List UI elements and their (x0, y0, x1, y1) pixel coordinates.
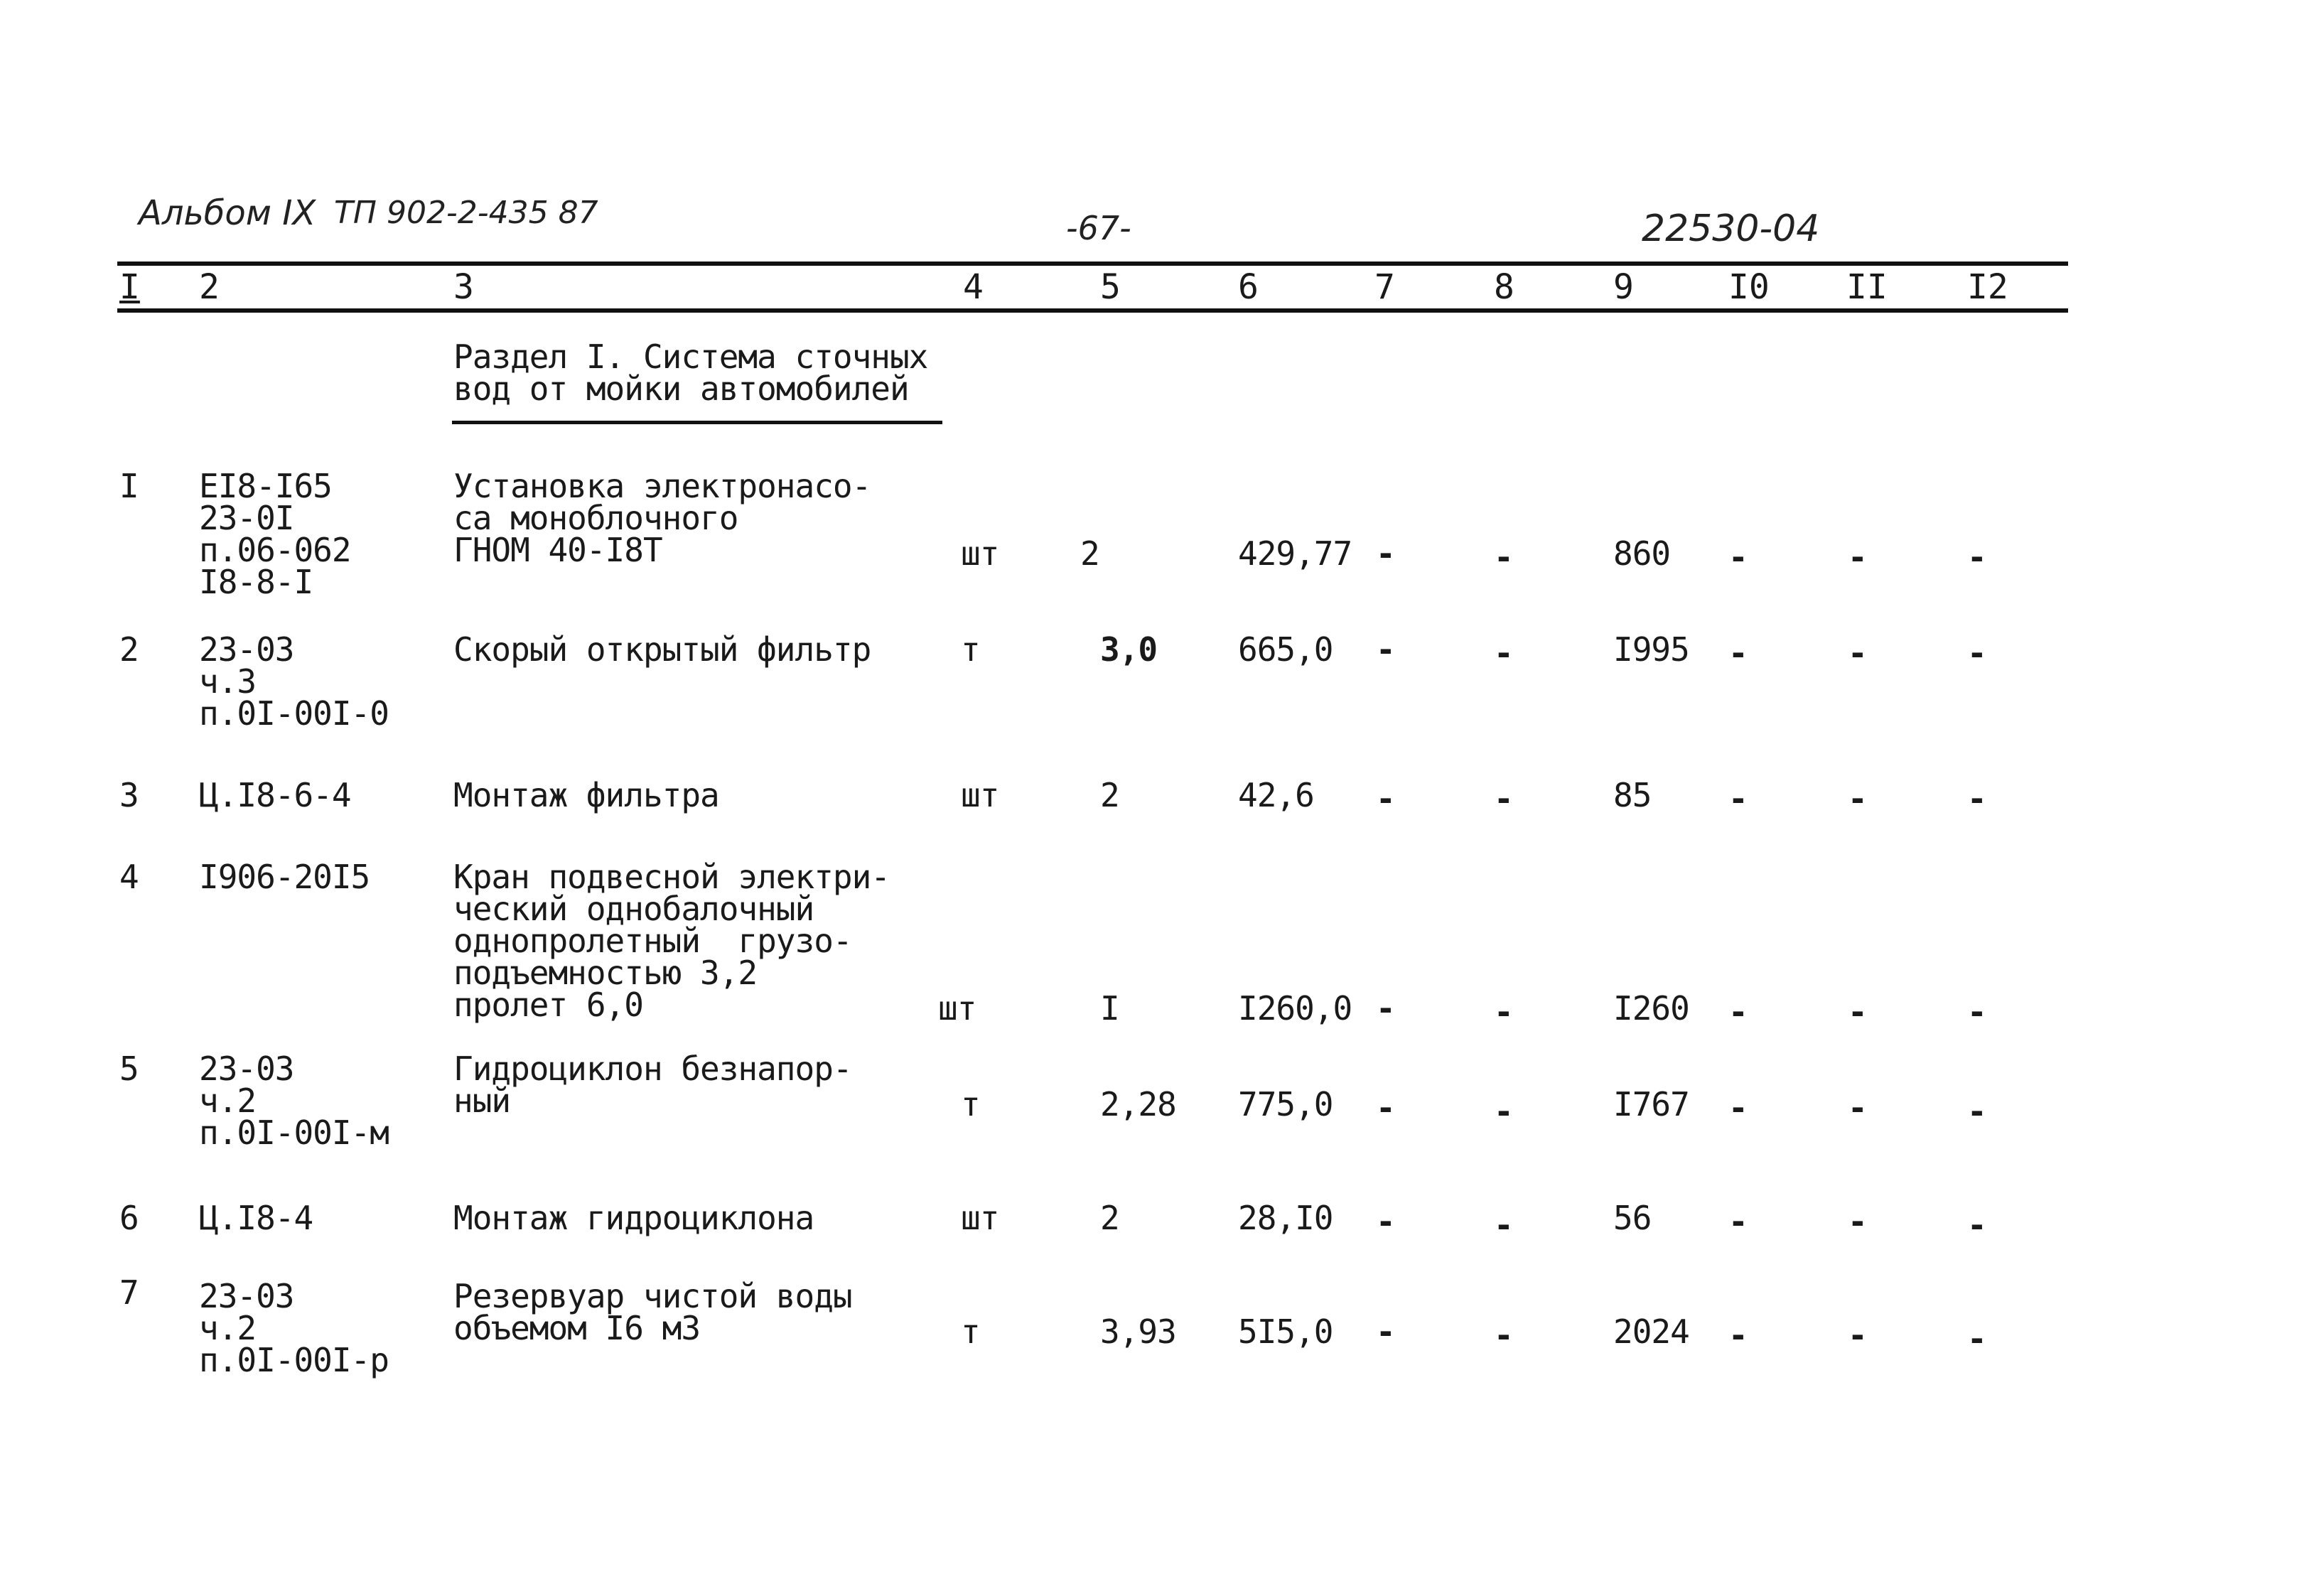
row-col7: - (1376, 780, 1396, 818)
row-col11: - (1848, 1089, 1868, 1127)
row-col12: - (1967, 1320, 1987, 1358)
col-header-2: 2 (199, 267, 220, 307)
row-quantity: 3,0 (1100, 630, 1158, 669)
row-quantity: I (1100, 989, 1119, 1028)
row-number: 3 (119, 776, 139, 814)
row-unit: шт (961, 776, 999, 814)
row-name-line: Гидроциклон безнапор- (453, 1050, 852, 1088)
row-code-line: п.0I-00I-0 (199, 694, 389, 733)
col-header-5: 5 (1100, 267, 1121, 307)
row-unit: шт (938, 989, 976, 1028)
row-unit: шт (961, 534, 999, 573)
project-number: ТП 902-2-435 87 (334, 195, 598, 231)
row-name-line: Скорый открытый фильтр (453, 630, 871, 669)
album-label: Альбом IX (139, 193, 316, 233)
col-header-7: 7 (1374, 267, 1395, 307)
row-number: 5 (119, 1050, 139, 1088)
row-total: I995 (1613, 630, 1689, 669)
col-header-12: I2 (1967, 267, 2008, 307)
row-price: 665,0 (1238, 630, 1333, 669)
row-code-line: Ц.I8-6-4 (199, 776, 351, 814)
row-col11: - (1848, 1316, 1868, 1354)
row-col7: - (1376, 1089, 1396, 1127)
col-header-1: I (119, 267, 140, 307)
col-header-9: 9 (1613, 267, 1634, 307)
row-code-line: ч.3 (199, 662, 257, 701)
row-code-line: Ц.I8-4 (199, 1199, 313, 1237)
row-col12: - (1967, 1206, 1987, 1244)
row-col7: - (1376, 1312, 1396, 1351)
row-col10: - (1728, 993, 1748, 1031)
row-total: I260 (1613, 989, 1689, 1028)
row-code-line: п.0I-00I-м (199, 1114, 389, 1152)
col-header-8: 8 (1494, 267, 1514, 307)
row-total: 2024 (1613, 1312, 1689, 1351)
row-price: 429,77 (1238, 534, 1352, 573)
row-total: I767 (1613, 1085, 1689, 1123)
row-quantity: 2,28 (1100, 1085, 1176, 1123)
row-unit: т (961, 1085, 980, 1123)
row-name-line: Монтаж фильтра (453, 776, 719, 814)
row-total: 56 (1613, 1199, 1652, 1237)
row-name-line: ческий однобалочный (453, 890, 814, 928)
row-col10: - (1728, 538, 1748, 576)
row-number: 4 (119, 858, 139, 896)
row-col12: - (1967, 1092, 1987, 1131)
header-rule-top (117, 261, 2068, 266)
row-name-line: са моноблочного (453, 499, 738, 537)
row-col12: - (1967, 993, 1987, 1031)
row-unit: т (961, 1312, 980, 1351)
row-code-line: 23-03 (199, 1050, 294, 1088)
row-price: 5I5,0 (1238, 1312, 1333, 1351)
row-col10: - (1728, 1202, 1748, 1241)
row-col10: - (1728, 634, 1748, 672)
col-header-4: 4 (963, 267, 984, 307)
row-col11: - (1848, 634, 1868, 672)
row-name-line: подъемностью 3,2 (453, 954, 758, 992)
row-quantity: 2 (1080, 534, 1099, 573)
row-name-line: Резервуар чистой воды (453, 1277, 852, 1315)
row-col11: - (1848, 1202, 1868, 1241)
row-name-line: ГНОМ 40-I8Т (453, 531, 662, 569)
row-col8: - (1494, 1092, 1514, 1131)
row-name-line: Кран подвесной электри- (453, 858, 890, 896)
row-name-line: объемом I6 м3 (453, 1309, 701, 1347)
row-code-line: ч.2 (199, 1082, 257, 1120)
row-col11: - (1848, 993, 1868, 1031)
document-code: 22530-04 (1642, 207, 1820, 250)
row-code-line: ч.2 (199, 1309, 257, 1347)
row-number: I (119, 467, 139, 505)
row-col10: - (1728, 780, 1748, 818)
row-col7: - (1376, 630, 1396, 669)
row-col12: - (1967, 780, 1987, 818)
row-quantity: 2 (1100, 776, 1119, 814)
section-title-underline (452, 421, 942, 424)
row-col11: - (1848, 780, 1868, 818)
col-header-6: 6 (1238, 267, 1259, 307)
row-col11: - (1848, 538, 1868, 576)
row-code-line: 23-03 (199, 630, 294, 669)
row-name-line: Монтаж гидроциклона (453, 1199, 814, 1237)
row-price: 42,6 (1238, 776, 1314, 814)
section-title-line-2: вод от мойки автомобилей (453, 370, 909, 408)
row-total: 85 (1613, 776, 1652, 814)
col-header-11: II (1846, 267, 1888, 307)
row-code-line: 23-03 (199, 1277, 294, 1315)
row-col10: - (1728, 1316, 1748, 1354)
row-price: I260,0 (1238, 989, 1352, 1028)
col-header-3: 3 (453, 267, 474, 307)
row-code-line: п.0I-00I-р (199, 1341, 389, 1379)
row-quantity: 2 (1100, 1199, 1119, 1237)
row-number: 2 (119, 630, 139, 669)
row-name-line: ный (453, 1082, 511, 1120)
row-code-line: ЕI8-I65 (199, 467, 332, 505)
row-unit: шт (961, 1199, 999, 1237)
col-header-10: I0 (1728, 267, 1770, 307)
row-name-line: Установка электронасо- (453, 467, 871, 505)
page-number: -67- (1066, 209, 1131, 247)
row-name-line: пролет 6,0 (453, 986, 643, 1024)
row-col10: - (1728, 1089, 1748, 1127)
row-col8: - (1494, 780, 1514, 818)
row-col12: - (1967, 538, 1987, 576)
row-name-line: однопролетный грузо- (453, 922, 852, 960)
row-code-line: I906-20I5 (199, 858, 370, 896)
row-price: 775,0 (1238, 1085, 1333, 1123)
header-rule-bottom (117, 308, 2068, 313)
row-col8: - (1494, 993, 1514, 1031)
row-unit: т (961, 630, 980, 669)
row-quantity: 3,93 (1100, 1312, 1176, 1351)
row-code-line: I8-8-I (199, 563, 313, 601)
row-number: 7 (119, 1273, 139, 1312)
row-price: 28,I0 (1238, 1199, 1333, 1237)
row-col8: - (1494, 1206, 1514, 1244)
row-col7: - (1376, 534, 1396, 573)
row-total: 860 (1613, 534, 1671, 573)
row-col7: - (1376, 1202, 1396, 1241)
row-col8: - (1494, 538, 1514, 576)
row-col12: - (1967, 634, 1987, 672)
row-code-line: п.06-062 (199, 531, 351, 569)
row-number: 6 (119, 1199, 139, 1237)
row-col8: - (1494, 1316, 1514, 1354)
row-col7: - (1376, 989, 1396, 1028)
section-title-line-1: Раздел I. Система сточных (453, 338, 928, 376)
row-code-line: 23-0I (199, 499, 294, 537)
row-col8: - (1494, 634, 1514, 672)
